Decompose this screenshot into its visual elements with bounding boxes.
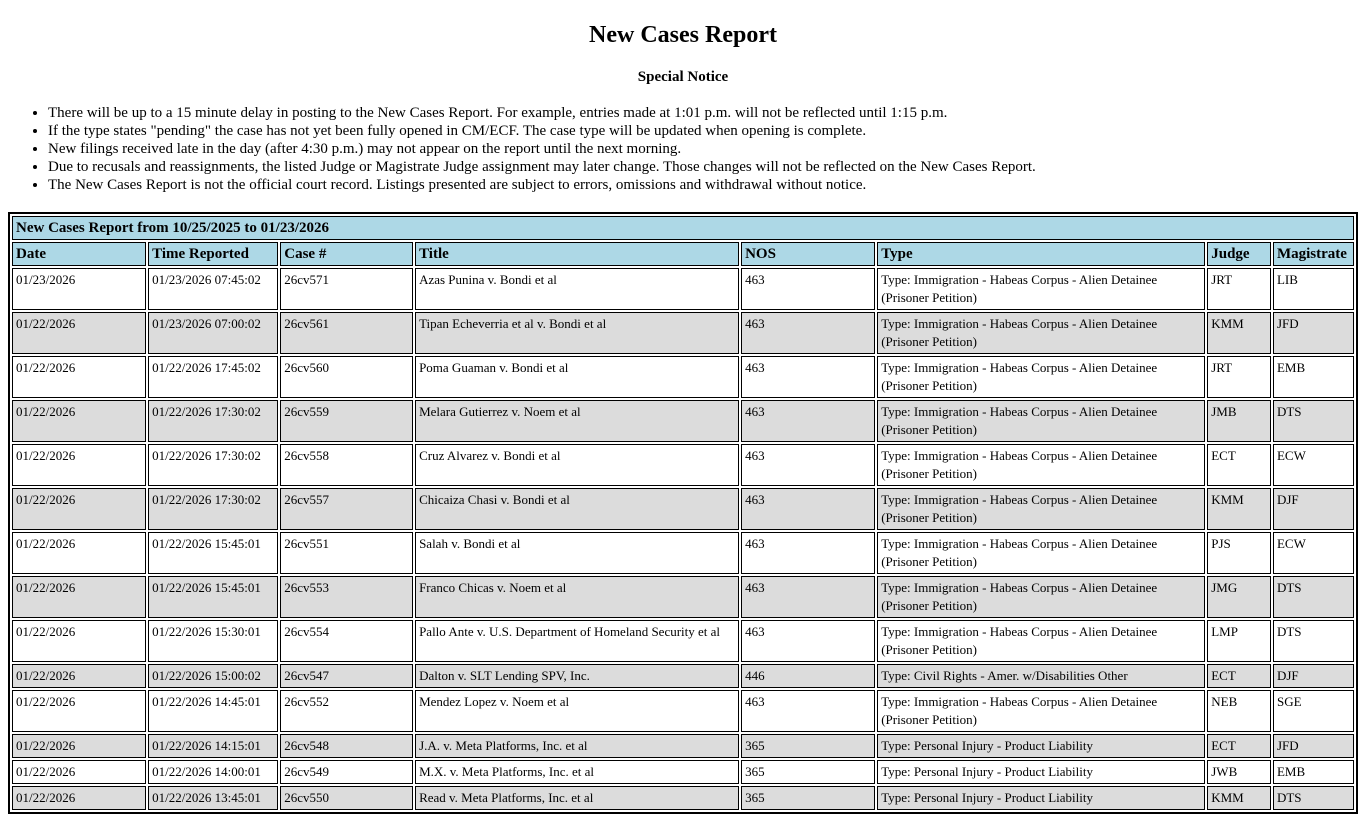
cell-case: 26cv548 (280, 734, 413, 758)
cell-case: 26cv559 (280, 400, 413, 442)
column-header-case-number: Case # (280, 242, 413, 266)
cell-magistrate: EMB (1273, 760, 1354, 784)
cell-judge: KMM (1207, 786, 1271, 810)
table-row (12, 488, 1354, 530)
cell-type: Type: Immigration - Habeas Corpus - Alien Detainee (Prisoner Petition) (877, 400, 1205, 442)
cell-judge: PJS (1207, 532, 1271, 574)
cell-type: Type: Immigration - Habeas Corpus - Alien Detainee (Prisoner Petition) (877, 444, 1205, 486)
cell-type: Type: Immigration - Habeas Corpus - Alien Detainee (Prisoner Petition) (877, 312, 1205, 354)
cell-magistrate: DTS (1273, 400, 1354, 442)
cell-type: Type: Immigration - Habeas Corpus - Alien Detainee (Prisoner Petition) (877, 690, 1205, 732)
cell-judge: JMG (1207, 576, 1271, 618)
cell-title: Melara Gutierrez v. Noem et al (415, 400, 739, 442)
cell-judge: ECT (1207, 444, 1271, 486)
table-row (12, 734, 1354, 758)
table-row (12, 760, 1354, 784)
cell-judge: NEB (1207, 690, 1271, 732)
special-notice-heading: Special Notice (637, 69, 729, 85)
cell-time: 01/22/2026 17:45:02 (148, 356, 278, 398)
column-header-time-reported: Time Reported (148, 242, 278, 266)
cell-title: J.A. v. Meta Platforms, Inc. et al (415, 734, 739, 758)
cell-type: Type: Immigration - Habeas Corpus - Alien Detainee (Prisoner Petition) (877, 268, 1205, 310)
cell-magistrate: DJF (1273, 488, 1354, 530)
cell-judge: JRT (1207, 268, 1271, 310)
cell-date: 01/22/2026 (12, 532, 146, 574)
cell-time: 01/22/2026 14:15:01 (148, 734, 278, 758)
cell-magistrate: SGE (1273, 690, 1354, 732)
notice-item: • If the type states "pending" the case has not yet been fully opened in CM/ECF. The case type will be updated when opening is complete. (48, 122, 1358, 140)
cell-magistrate: LIB (1273, 268, 1354, 310)
column-header-type: Type (877, 242, 1205, 266)
cell-date: 01/22/2026 (12, 356, 146, 398)
cell-nos: 463 (741, 400, 875, 442)
cell-case: 26cv550 (280, 786, 413, 810)
cell-nos: 463 (741, 488, 875, 530)
cell-date: 01/22/2026 (12, 664, 146, 688)
cell-case: 26cv558 (280, 444, 413, 486)
cell-time: 01/23/2026 07:00:02 (148, 312, 278, 354)
cell-type: Type: Personal Injury - Product Liability (877, 760, 1205, 784)
cell-magistrate: DJF (1273, 664, 1354, 688)
cell-type: Type: Immigration - Habeas Corpus - Alien Detainee (Prisoner Petition) (877, 488, 1205, 530)
table-row (12, 664, 1354, 688)
table-row (12, 620, 1354, 662)
cell-title: Read v. Meta Platforms, Inc. et al (415, 786, 739, 810)
cell-time: 01/22/2026 15:00:02 (148, 664, 278, 688)
cell-magistrate: DTS (1273, 786, 1354, 810)
cell-nos: 463 (741, 444, 875, 486)
cell-magistrate: DTS (1273, 620, 1354, 662)
column-header-title: Title (415, 242, 739, 266)
cell-title: Franco Chicas v. Noem et al (415, 576, 739, 618)
cell-title: Chicaiza Chasi v. Bondi et al (415, 488, 739, 530)
cell-judge: KMM (1207, 312, 1271, 354)
cell-judge: JRT (1207, 356, 1271, 398)
notice-item: • New filings received late in the day (after 4:30 p.m.) may not appear on the report until the next morning. (48, 140, 1358, 158)
cell-time: 01/22/2026 15:30:01 (148, 620, 278, 662)
cell-type: Type: Immigration - Habeas Corpus - Alien Detainee (Prisoner Petition) (877, 356, 1205, 398)
cell-magistrate: ECW (1273, 532, 1354, 574)
cell-title: Pallo Ante v. U.S. Department of Homeland Security et al (415, 620, 739, 662)
cell-judge: ECT (1207, 664, 1271, 688)
cell-case: 26cv560 (280, 356, 413, 398)
notice-item: • There will be up to a 15 minute delay in posting to the New Cases Report. For example, entries made at 1:01 p.m. will not be reflected until 1:15 p.m. (48, 104, 1358, 122)
cell-nos: 365 (741, 734, 875, 758)
new-cases-table (8, 212, 1358, 814)
cell-date: 01/22/2026 (12, 620, 146, 662)
table-row (12, 532, 1354, 574)
cell-time: 01/22/2026 15:45:01 (148, 532, 278, 574)
cell-magistrate: JFD (1273, 734, 1354, 758)
cell-title: Tipan Echeverria et al v. Bondi et al (415, 312, 739, 354)
cell-case: 26cv551 (280, 532, 413, 574)
cell-date: 01/22/2026 (12, 786, 146, 810)
table-row (12, 268, 1354, 310)
cell-date: 01/22/2026 (12, 444, 146, 486)
cell-time: 01/22/2026 17:30:02 (148, 444, 278, 486)
table-row (12, 444, 1354, 486)
cell-case: 26cv571 (280, 268, 413, 310)
cell-date: 01/22/2026 (12, 760, 146, 784)
cell-magistrate: EMB (1273, 356, 1354, 398)
cell-case: 26cv552 (280, 690, 413, 732)
cell-title: M.X. v. Meta Platforms, Inc. et al (415, 760, 739, 784)
cell-title: Poma Guaman v. Bondi et al (415, 356, 739, 398)
cell-title: Mendez Lopez v. Noem et al (415, 690, 739, 732)
cell-nos: 463 (741, 576, 875, 618)
cell-title: Dalton v. SLT Lending SPV, Inc. (415, 664, 739, 688)
notice-list (8, 104, 1358, 194)
cell-nos: 446 (741, 664, 875, 688)
cell-case: 26cv547 (280, 664, 413, 688)
cell-case: 26cv553 (280, 576, 413, 618)
page-title: New Cases Report (589, 22, 777, 48)
table-caption: New Cases Report from 10/25/2025 to 01/23/2026 (12, 216, 1354, 240)
cell-type: Type: Civil Rights - Amer. w/Disabilities Other (877, 664, 1205, 688)
table-caption-row (12, 216, 1354, 240)
cell-type: Type: Immigration - Habeas Corpus - Alien Detainee (Prisoner Petition) (877, 532, 1205, 574)
column-header-magistrate: Magistrate (1273, 242, 1354, 266)
cell-title: Salah v. Bondi et al (415, 532, 739, 574)
cell-type: Type: Personal Injury - Product Liability (877, 734, 1205, 758)
cell-nos: 365 (741, 760, 875, 784)
cell-time: 01/22/2026 13:45:01 (148, 786, 278, 810)
cell-title: Azas Punina v. Bondi et al (415, 268, 739, 310)
column-header-nos: NOS (741, 242, 875, 266)
cell-judge: JWB (1207, 760, 1271, 784)
table-row (12, 312, 1354, 354)
cell-nos: 463 (741, 690, 875, 732)
cell-time: 01/22/2026 15:45:01 (148, 576, 278, 618)
table-row (12, 690, 1354, 732)
table-row (12, 400, 1354, 442)
notice-item: • Due to recusals and reassignments, the listed Judge or Magistrate Judge assignment may later change. Those changes will not be reflected on the New Cases Report. (48, 158, 1358, 176)
notice-item: • The New Cases Report is not the official court record. Listings presented are subject to errors, omissions and withdrawal without notice. (48, 176, 1358, 194)
cell-date: 01/22/2026 (12, 400, 146, 442)
cell-case: 26cv561 (280, 312, 413, 354)
column-header-row (12, 242, 1354, 266)
table-row (12, 576, 1354, 618)
table-row (12, 786, 1354, 810)
cell-type: Type: Personal Injury - Product Liability (877, 786, 1205, 810)
cell-date: 01/22/2026 (12, 734, 146, 758)
cell-case: 26cv549 (280, 760, 413, 784)
cell-judge: KMM (1207, 488, 1271, 530)
table-body (12, 268, 1354, 810)
cell-nos: 463 (741, 312, 875, 354)
cell-nos: 365 (741, 786, 875, 810)
cell-magistrate: JFD (1273, 312, 1354, 354)
cell-time: 01/22/2026 14:45:01 (148, 690, 278, 732)
cell-type: Type: Immigration - Habeas Corpus - Alien Detainee (Prisoner Petition) (877, 620, 1205, 662)
cell-date: 01/23/2026 (12, 268, 146, 310)
cell-date: 01/22/2026 (12, 690, 146, 732)
cell-date: 01/22/2026 (12, 576, 146, 618)
cell-title: Cruz Alvarez v. Bondi et al (415, 444, 739, 486)
cell-case: 26cv554 (280, 620, 413, 662)
cell-magistrate: ECW (1273, 444, 1354, 486)
cell-date: 01/22/2026 (12, 488, 146, 530)
cell-time: 01/23/2026 07:45:02 (148, 268, 278, 310)
cell-judge: ECT (1207, 734, 1271, 758)
cell-time: 01/22/2026 17:30:02 (148, 488, 278, 530)
cell-judge: LMP (1207, 620, 1271, 662)
column-header-judge: Judge (1207, 242, 1271, 266)
cell-judge: JMB (1207, 400, 1271, 442)
cell-time: 01/22/2026 14:00:01 (148, 760, 278, 784)
cell-nos: 463 (741, 268, 875, 310)
cell-nos: 463 (741, 620, 875, 662)
cell-date: 01/22/2026 (12, 312, 146, 354)
cell-magistrate: DTS (1273, 576, 1354, 618)
cell-time: 01/22/2026 17:30:02 (148, 400, 278, 442)
table-row (12, 356, 1354, 398)
column-header-date: Date (12, 242, 146, 266)
cell-nos: 463 (741, 532, 875, 574)
cell-nos: 463 (741, 356, 875, 398)
cell-case: 26cv557 (280, 488, 413, 530)
cell-type: Type: Immigration - Habeas Corpus - Alien Detainee (Prisoner Petition) (877, 576, 1205, 618)
